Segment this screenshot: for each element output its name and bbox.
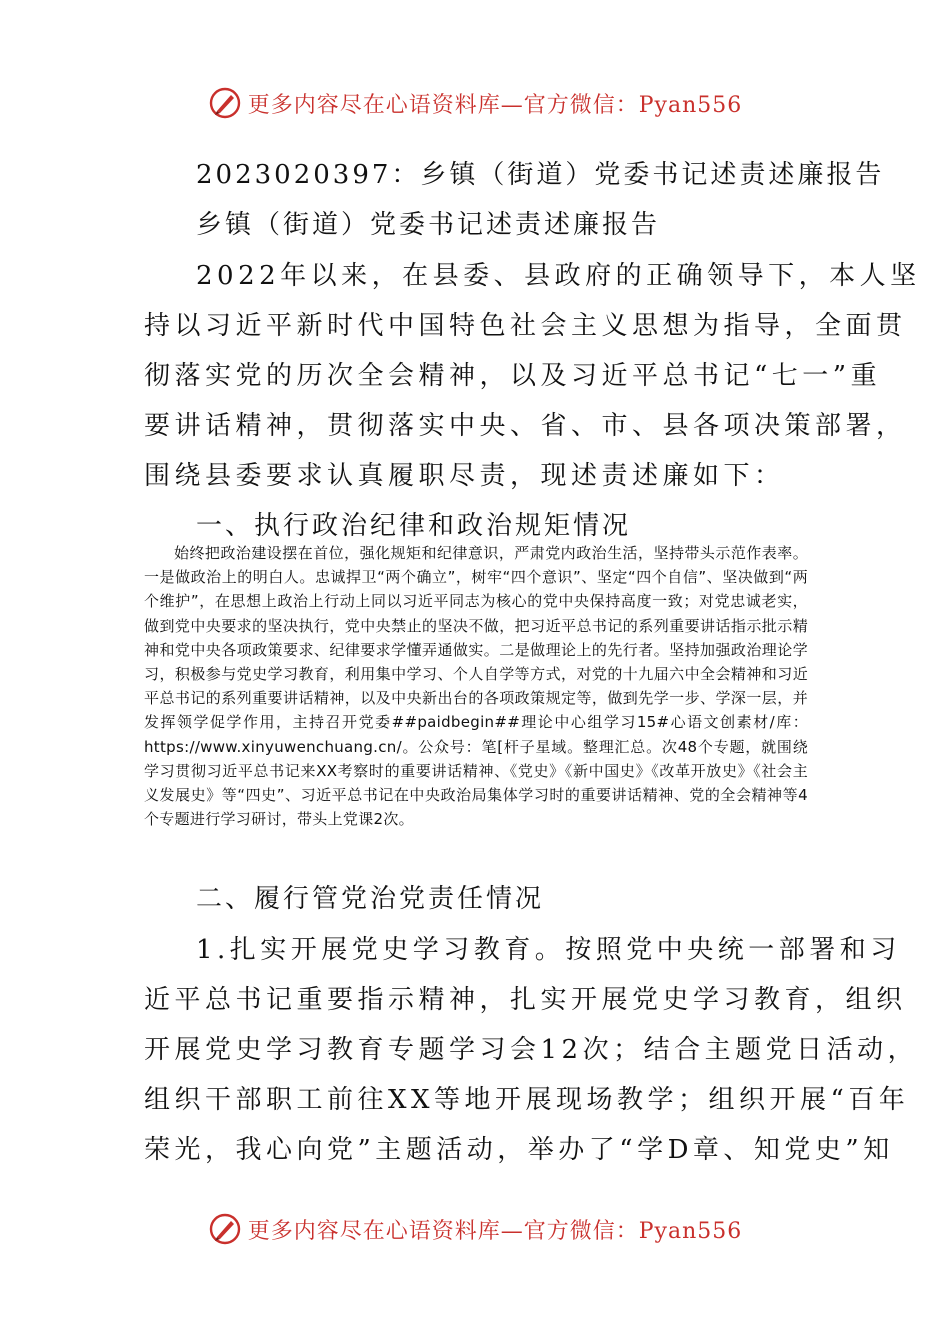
section-2-line: 荣光，我心向党”主题活动，举办了“学D章、知党史”知 xyxy=(144,1135,894,1165)
document-subtitle: 乡镇（街道）党委书记述责述廉报告 xyxy=(196,210,661,240)
section-2-line: 1.扎实开展党史学习教育。按照党中央统一部署和习 xyxy=(196,935,901,965)
intro-line: 持以习近平新时代中国特色社会主义思想为指导，全面贯 xyxy=(144,311,907,341)
footer-watermark-banner xyxy=(0,1206,950,1252)
section-2-line: 开展党史学习教育专题学习会12次；结合主题党日活动， xyxy=(144,1035,919,1065)
document-code-title: 2023020397：乡镇（街道）党委书记述责述廉报告 xyxy=(196,160,885,190)
intro-line: 要讲话精神，贯彻落实中央、省、市、县各项决策部署， xyxy=(144,411,907,441)
section-2-line: 组织干部职工前往XX等地开展现场教学；组织开展“百年 xyxy=(144,1085,910,1115)
banner-text: 更多内容尽在心语资料库—官方微信：Pyan556 xyxy=(247,92,743,118)
intro-line: 2022年以来，在县委、县政府的正确领导下，本人坚 xyxy=(196,261,921,291)
header-watermark-banner xyxy=(0,80,950,126)
pen-logo-icon xyxy=(208,86,242,120)
pen-logo-icon xyxy=(208,1212,242,1246)
banner-text: 更多内容尽在心语资料库—官方微信：Pyan556 xyxy=(247,1218,743,1244)
section-heading-1: 一、执行政治纪律和政治规矩情况 xyxy=(196,511,632,541)
intro-line: 围绕县委要求认真履职尽责，现述责述廉如下： xyxy=(144,461,785,491)
section-2-line: 近平总书记重要指示精神，扎实开展党史学习教育，组织 xyxy=(144,985,907,1015)
intro-line: 彻落实党的历次全会精神，以及习近平总书记“七一”重 xyxy=(144,361,882,391)
section-heading-2: 二、履行管党治党责任情况 xyxy=(196,884,545,914)
section-1-paragraph: 始终把政治建设摆在首位，强化规矩和纪律意识，严肃党内政治生活，坚持带头示范作表率。一是做政治上的明白人。忠诚捍卫“两个确立”，树牢“四个意识”、坚定“四个自信”、坚决做到“两个维护”，在思想上政治上行动上同以习近平同志为核心的党中央保持高度一致；对党忠诚老实，做到党中央要求的坚决执行，党中央禁止的坚决不做，把习近平总书记的系列重要讲话指示批示精神和党中央各项政策要求、纪律要求学懂弄通做实。二是做理论上的先行者。坚持加强政治理论学习，积极参与党史学习教育，利用集中学习、个人自学等方式，对党的十九届六中全会精神和习近平总书记的系列重要讲话精神，以及中央新出台的各项政策规定等，做到先学一步、学深一层，并发挥领学促学作用，主持召开党委##paidbegin##理论中心组学习15#心语文创素材/库：https://www.xinyuwenchuang.cn/。公众号：笔[杆子星域。整理汇总。次48个专题，就围绕学习贯彻习近平总书记来XX考察时的重要讲话精神、《党史》《新中国史》《改革开放史》《社会主义发展史》等“四史”、习近平总书记在中央政治局集体学习时的重要讲话精神、党的全会精神等4个专题进行学习研讨，带头上党课2次。 xyxy=(144,544,808,829)
